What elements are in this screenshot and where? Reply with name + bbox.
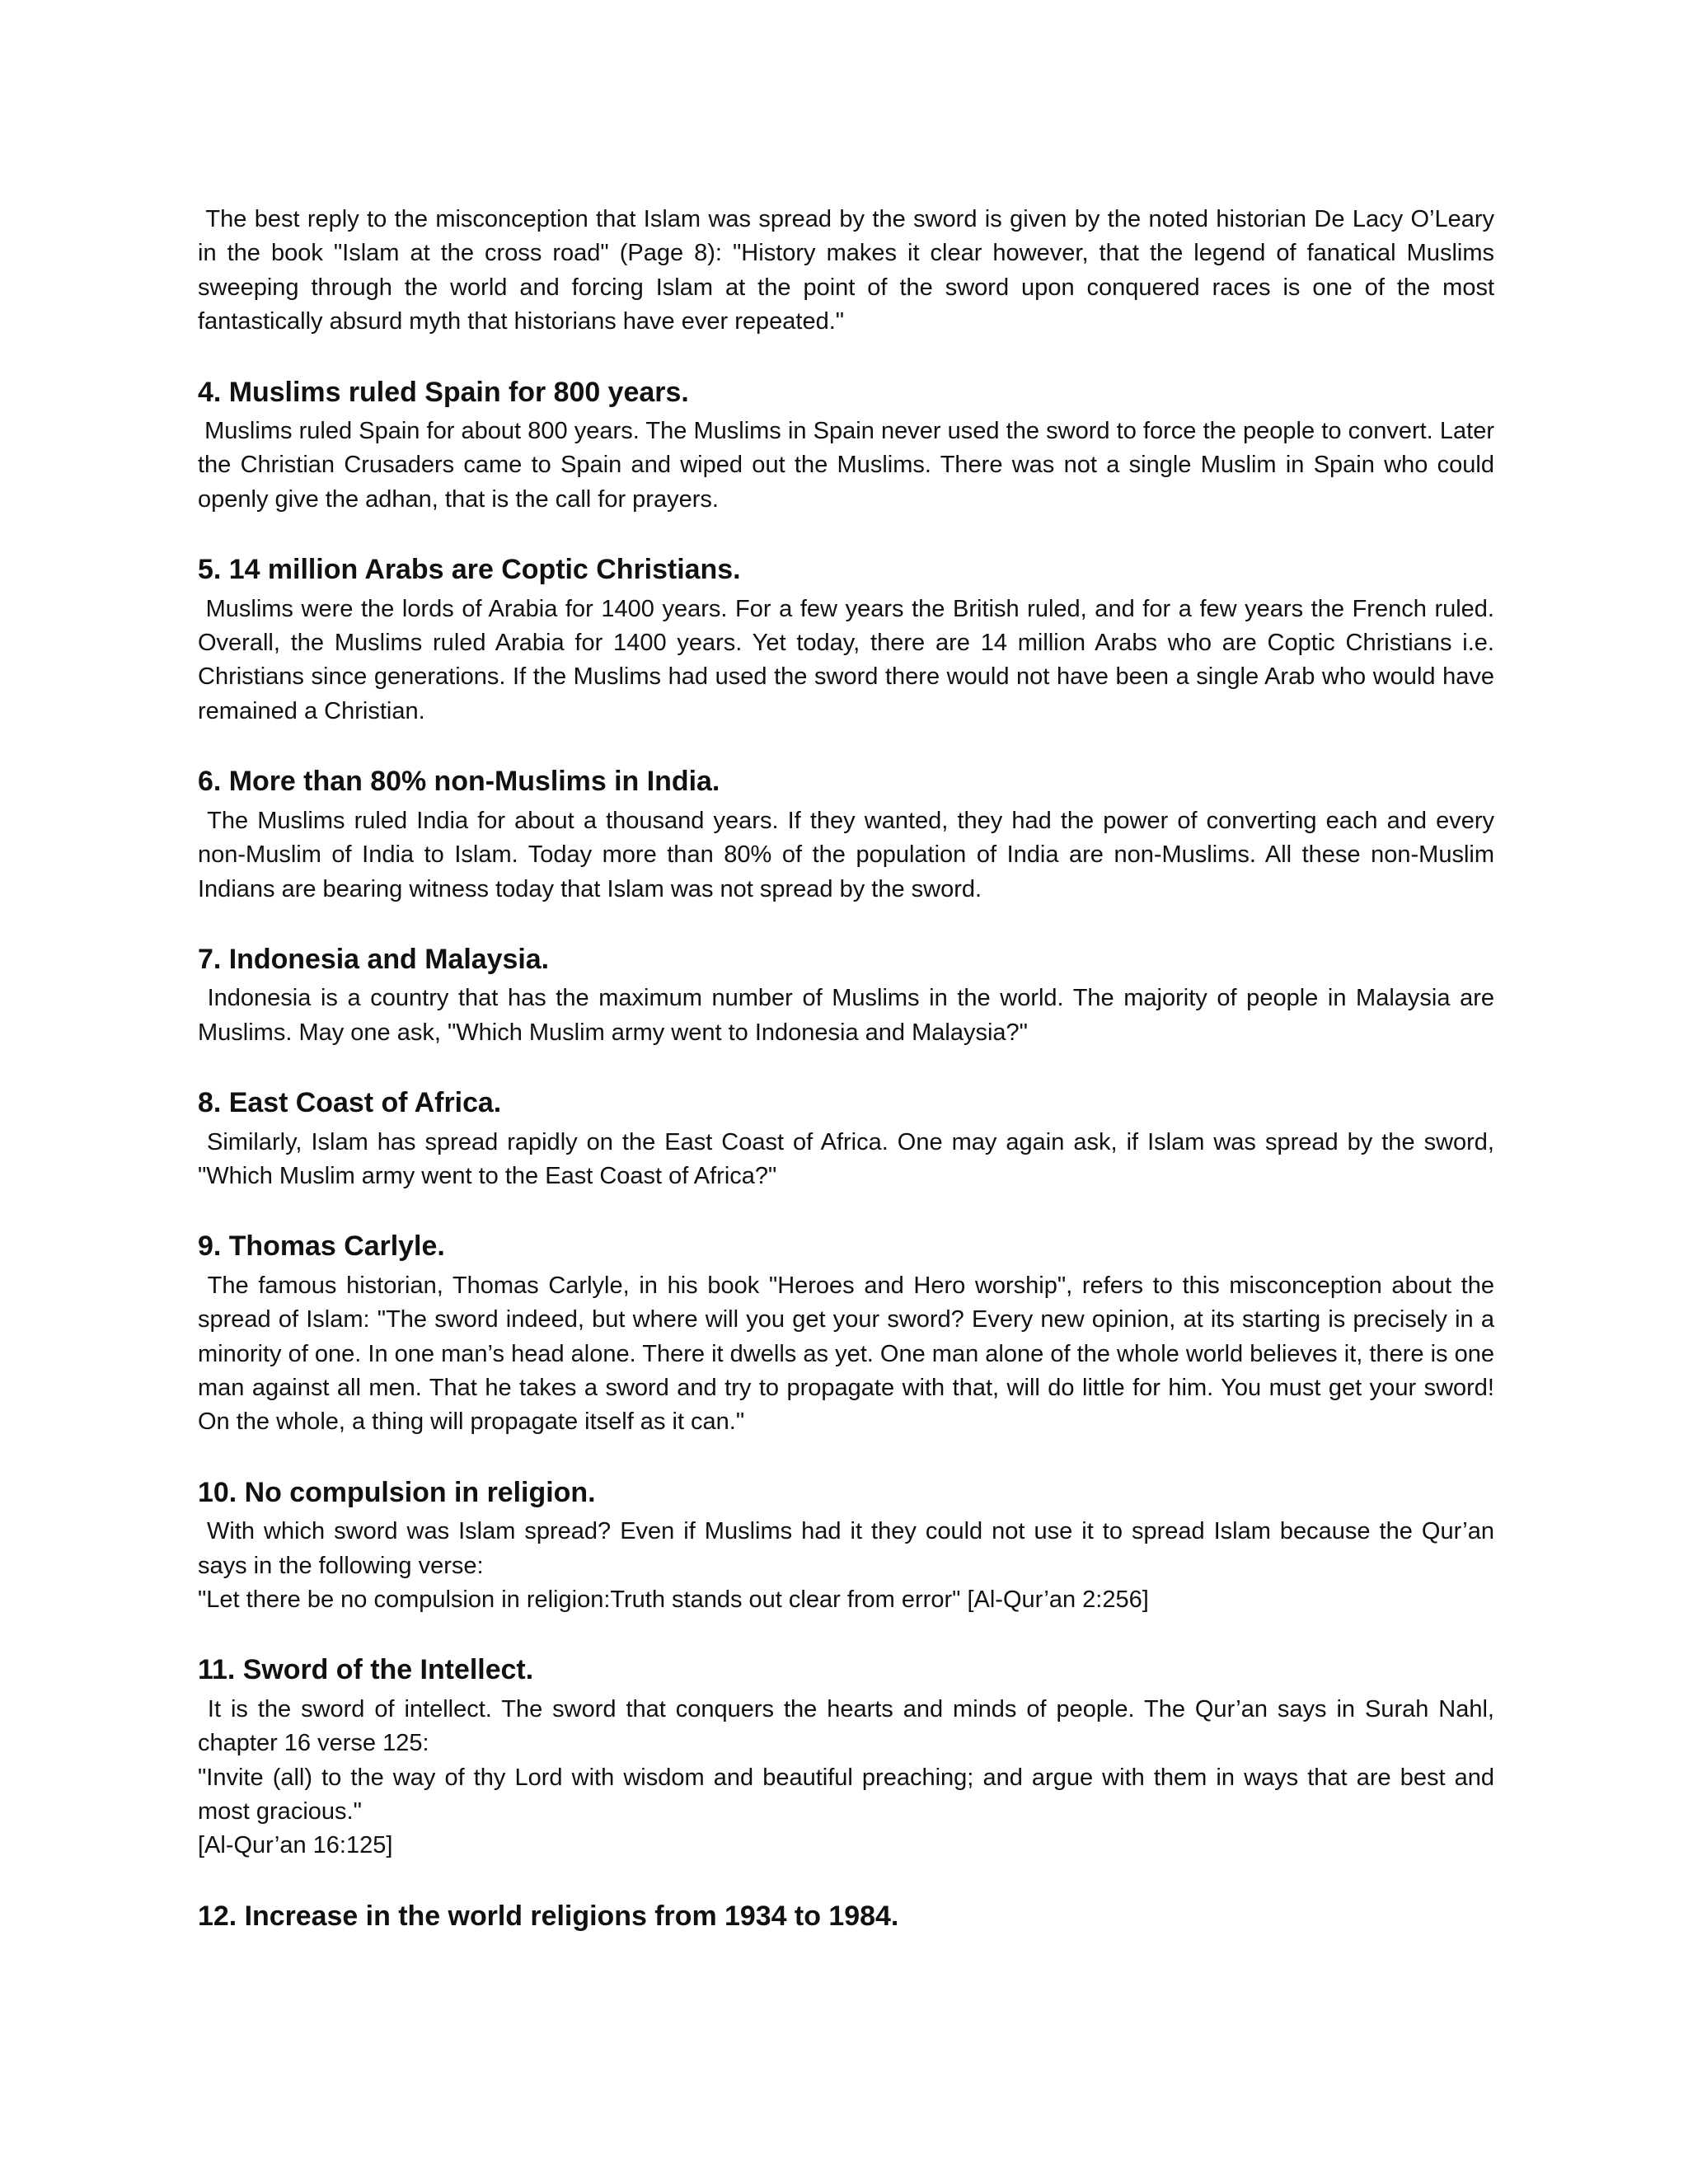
section-thomas-carlyle bbox=[198, 1230, 1494, 1439]
section-coptic-christians bbox=[198, 553, 1494, 729]
intro-paragraph: The best reply to the misconception that Islam was spread by the sword is given by the noted historian De Lacy O’Leary in the book "Islam at the cross road" (Page 8): "History makes it clear however, that the legend of fanatical Muslims sweeping through the world and forcing Islam at the point of the sword upon conquered races is one of the most fantastically absurd myth that historians have ever repeated." bbox=[198, 206, 1494, 335]
section-no-compulsion bbox=[198, 1476, 1494, 1618]
section-heading: 7. Indonesia and Malaysia. bbox=[198, 943, 550, 975]
section-heading: 11. Sword of the Intellect. bbox=[198, 1654, 534, 1686]
section-world-religions-increase bbox=[198, 1900, 1494, 1933]
section-heading: 12. Increase in the world religions from 1934 to 1984. bbox=[198, 1900, 899, 1932]
quran-quote: "Let there be no compulsion in religion:Truth stands out clear from error" [Al-Qur’an 2:256] bbox=[198, 1586, 1149, 1613]
section-body: Muslims were the lords of Arabia for 1400 years. For a few years the British ruled, and for a few years the French ruled. Overall, the Muslims ruled Arabia for 1400 years. Yet today, there are 14 million Arabs who are Coptic Christians i.e. Christians since generations. If the Muslims had used the sword there would not have been a single Arab who would have remained a Christian. bbox=[198, 595, 1494, 724]
section-body: The Muslims ruled India for about a thousand years. If they wanted, they had the power of converting each and every non-Muslim of India to Islam. Today more than 80% of the population of India are non-Muslims. All these non-Muslim Indians are bearing witness today that Islam was not spread by the sword. bbox=[198, 807, 1494, 902]
section-body: It is the sword of intellect. The sword that conquers the hearts and minds of people. The Qur’an says in Surah Nahl, chapter 16 verse 125: bbox=[198, 1695, 1494, 1757]
section-heading: 9. Thomas Carlyle. bbox=[198, 1230, 445, 1263]
section-heading: 6. More than 80% non-Muslims in India. bbox=[198, 766, 720, 798]
section-heading: 4. Muslims ruled Spain for 800 years. bbox=[198, 376, 689, 408]
section-indonesia-malaysia bbox=[198, 943, 1494, 1050]
section-body: Indonesia is a country that has the maximum number of Muslims in the world. The majority of people in Malaysia are Muslims. May one ask, "Which Muslim army went to Indonesia and Malaysia?" bbox=[198, 985, 1494, 1046]
section-body: The famous historian, Thomas Carlyle, in his book "Heroes and Hero worship", refers to this misconception about the spread of Islam: "The sword indeed, but where will you get your sword? Every new opinion, at its starting is precisely in a minority of one. In one man’s head alone. There it dwells as yet. One man alone of the whole world believes it, there is one man against all men. That he takes a sword and try to propagate with that, will do little for him. You must get your sword! On the whole, a thing will propagate itself as it can." bbox=[198, 1272, 1494, 1436]
quran-quote: "Invite (all) to the way of thy Lord with wisdom and beautiful preaching; and argue with them in ways that are best and most gracious." bbox=[198, 1764, 1494, 1825]
section-heading: 10. No compulsion in religion. bbox=[198, 1476, 596, 1508]
section-india bbox=[198, 765, 1494, 907]
section-spain bbox=[198, 376, 1494, 518]
document-page bbox=[198, 203, 1494, 1933]
section-sword-of-intellect bbox=[198, 1653, 1494, 1863]
quran-citation: [Al-Qur’an 16:125] bbox=[198, 1832, 393, 1859]
section-body: Muslims ruled Spain for about 800 years. The Muslims in Spain never used the sword to force the people to convert. Later the Christian Crusaders came to Spain and wiped out the Muslims. There was not a single Muslim in Spain who could openly give the adhan, that is the call for prayers. bbox=[198, 418, 1494, 513]
section-body: Similarly, Islam has spread rapidly on the East Coast of Africa. One may again ask, if Islam was spread by the sword, "Which Muslim army went to the East Coast of Africa?" bbox=[198, 1128, 1494, 1189]
section-east-coast-africa bbox=[198, 1086, 1494, 1193]
section-heading: 8. East Coast of Africa. bbox=[198, 1087, 502, 1119]
section-heading: 5. 14 million Arabs are Coptic Christians. bbox=[198, 554, 741, 586]
section-body: With which sword was Islam spread? Even if Muslims had it they could not use it to spread Islam because the Qur’an says in the following verse: bbox=[198, 1518, 1494, 1579]
